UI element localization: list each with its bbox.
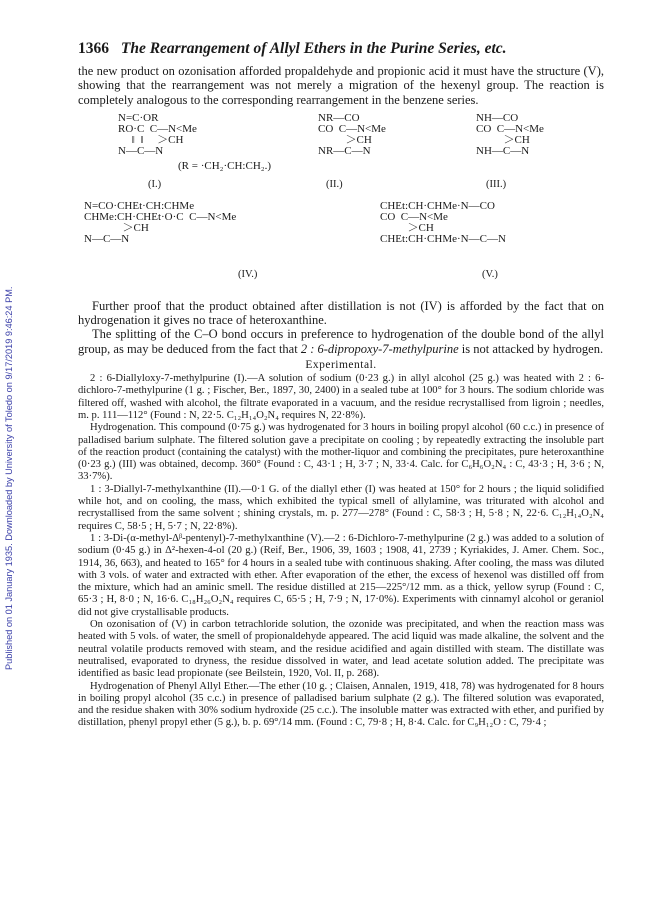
exp-diallyloxy: 2 : 6-Diallyloxy-7-methylpurine (I).—A solution of sodium (0·23 g.) in allyl alcohol (25 g.) was heated with 2 : 6-dichloro-7-methylpurine (1 g. ; Fischer, Ber., 1897, 30, 2400) in a sealed tube at 100° for 3 hours. The sodium chloride was filtered off, washed with alcohol, the filtrate evaporated in a vacuum, and the residue recrystallised from ligroin ; needles, m. p. 111—112° (Found : N, 22·5. C₁₂H₁₄O₂N₄ requires N, 22·8%). bbox=[78, 373, 604, 421]
paragraph-continuation: the new product on ozonisation afforded propaldehyde and propionic acid it must have the structure (V), showing that the rearrangement was not merely a migration of the hexenyl group. The reaction is completely analogous to the corresponding rearrangement in the benzene series. bbox=[78, 64, 604, 107]
formula-I: N=C·OR RO·C C—N<Me ‖ ‖ ＞CH N—C—N bbox=[118, 111, 197, 157]
page-content bbox=[78, 40, 604, 730]
formula-R-definition: (R = ·CH₂·CH:CH₂.) bbox=[178, 159, 272, 172]
label-IV: (IV.) bbox=[238, 268, 258, 280]
exp-dimethylpentenyl: 1 : 3-Di-(α-methyl-Δᵝ-pentenyl)-7-methylxanthine (V).—2 : 6-Dichloro-7-methylpurine (2 g.) was added to a solution of sodium (0·45 g.) in Δ²-hexen-4-ol (20 g.) (Reif, Ber., 1906, 39, 1603 ; 1908, 41, 2739 ; Kyriakides, J. Amer. Chem. Soc., 1914, 36, 663), and heated to 165° for 4 hours in a sealed tube with continuous shaking. After cooling, the mass was diluted with 3 vols. of water and extracted with ether. After evaporation of the ether, the excess of hexenol was distilled off from the mixture, which had an aminic smell. The residue distilled at 215—225°/12 mm. as a thick, yellow syrup (Found : C, 65·3 ; H, 8·0 ; N, 16·6. C₁₈H₂₆O₂N₄ requires C, 65·5 ; H, 7·9 ; N, 17·0%). Experiments with cinnamyl alcohol or geraniol did not give crystallisable products. bbox=[78, 532, 604, 618]
experimental-heading: Experimental. bbox=[305, 359, 377, 372]
download-watermark-text: Published on 01 January 1935. Downloaded by University of Toledo on 9/17/2019 9:46:24 PM. bbox=[4, 286, 14, 670]
splitting-text-a: The splitting of the C–O bond occurs in preference to hydrogenation of the double bond of the allyl group, as may be deduced from the fact that bbox=[78, 327, 604, 356]
formula-IV: N=CO·CHEt·CH:CHMe CHMe:CH·CHEt·O·C C—N<Me ＞CH N—C—N bbox=[84, 199, 237, 245]
formula-II: NR—CO CO C—N<Me ＞CH NR—C—N bbox=[318, 111, 386, 157]
running-header bbox=[78, 40, 604, 58]
label-I: (I.) bbox=[148, 178, 162, 190]
download-watermark bbox=[4, 150, 18, 670]
label-III: (III.) bbox=[486, 178, 507, 190]
structural-formulae bbox=[78, 111, 604, 295]
formula-V: CHEt:CH·CHMe·N—CO CO C—N<Me ＞CH CHEt:CH·CHMe·N—C—N bbox=[380, 199, 506, 245]
exp-hydrogenation: Hydrogenation. This compound (0·75 g.) was hydrogenated for 3 hours in boiling propyl alcohol (60 c.c.) in presence of palladised barium sulphate. The filtered solution gave a precipitate on cooling ; by repeatedly extracting the insoluble part of the reaction product (containing the catalyst) with the mother-liquor and combining the precipitates, pure heteroxanthine (0·23 g.) (III) was obtained, decomp. 360° (Found : C, 43·1 ; H, 3·7 ; N, 33·4. Calc. for C₆H₆O₂N₄ : C, 43·3 ; H, 3·6 ; N, 33·7%). bbox=[78, 422, 604, 483]
exp-phenyl-allyl-ether: Hydrogenation of Phenyl Allyl Ether.—The ether (10 g. ; Claisen, Annalen, 1919, 418, 78) was hydrogenated for 8 hours in boiling propyl alcohol (35 c.c.) in presence of palladised barium sulphate (2 g.). The filtered solution was evaporated, and the residue shaken with 30% sodium hydroxide (25 c.c.). The insoluble matter was extracted with ether, and purified by distillation, phenyl propyl ether (5 g.), b. p. 69°/14 mm. (Found : C, 79·8 ; H, 8·4. Calc. for C₉H₁₂O : C, 79·4 ; bbox=[78, 680, 604, 729]
exp-diallyl-xanthine: 1 : 3-Diallyl-7-methylxanthine (II).—0·1 G. of the diallyl ether (I) was heated at 150° for 2 hours ; the liquid solidified while hot, and on cooling, the mass, which exhibited the typical smell of allylamine, was triturated with alcohol and recrystallised from the same solvent ; shining crystals, m. p. 277—278° (Found : C, 58·3 ; H, 5·8 ; N, 22·6. C₁₂H₁₄O₂N₄ requires C, 58·5 ; H, 5·7 ; N, 22·8%). bbox=[78, 483, 604, 532]
formula-III: NH—CO CO C—N<Me ＞CH NH—C—N bbox=[476, 111, 544, 157]
label-II: (II.) bbox=[326, 178, 343, 190]
running-title: The Rearrangement of Allyl Ethers in the Purine Series, etc. bbox=[120, 40, 507, 57]
page-number: 1366 bbox=[78, 40, 109, 57]
exp-ozonisation: On ozonisation of (V) in carbon tetrachloride solution, the ozonide was precipitated, and when the reaction mass was heated with 5 vols. of water, the smell of propionaldehyde appeared. The acid liquid was made alkaline, the solvent and the neutral volatile products removed with steam, and the residue acidified and again distilled with steam. The distillate was neutralised, evaporated to dryness, the residue dissolved in water, and lead acetate solution added. The precipitate was identified as basic lead propionate (see Beilstein, 1920, Vol. II, p. 268). bbox=[78, 619, 604, 680]
splitting-text-b: is not attacked by hydrogen. bbox=[458, 341, 604, 356]
paragraph-splitting bbox=[78, 327, 604, 356]
splitting-compound-name: 2 : 6-dipropoxy-7-methylpurine bbox=[300, 341, 459, 356]
label-V: (V.) bbox=[482, 268, 498, 280]
paragraph-further-proof: Further proof that the product obtained after distillation is not (IV) is afforded by the fact that on hydrogenation it gives no trace of heteroxanthine. bbox=[78, 298, 604, 328]
